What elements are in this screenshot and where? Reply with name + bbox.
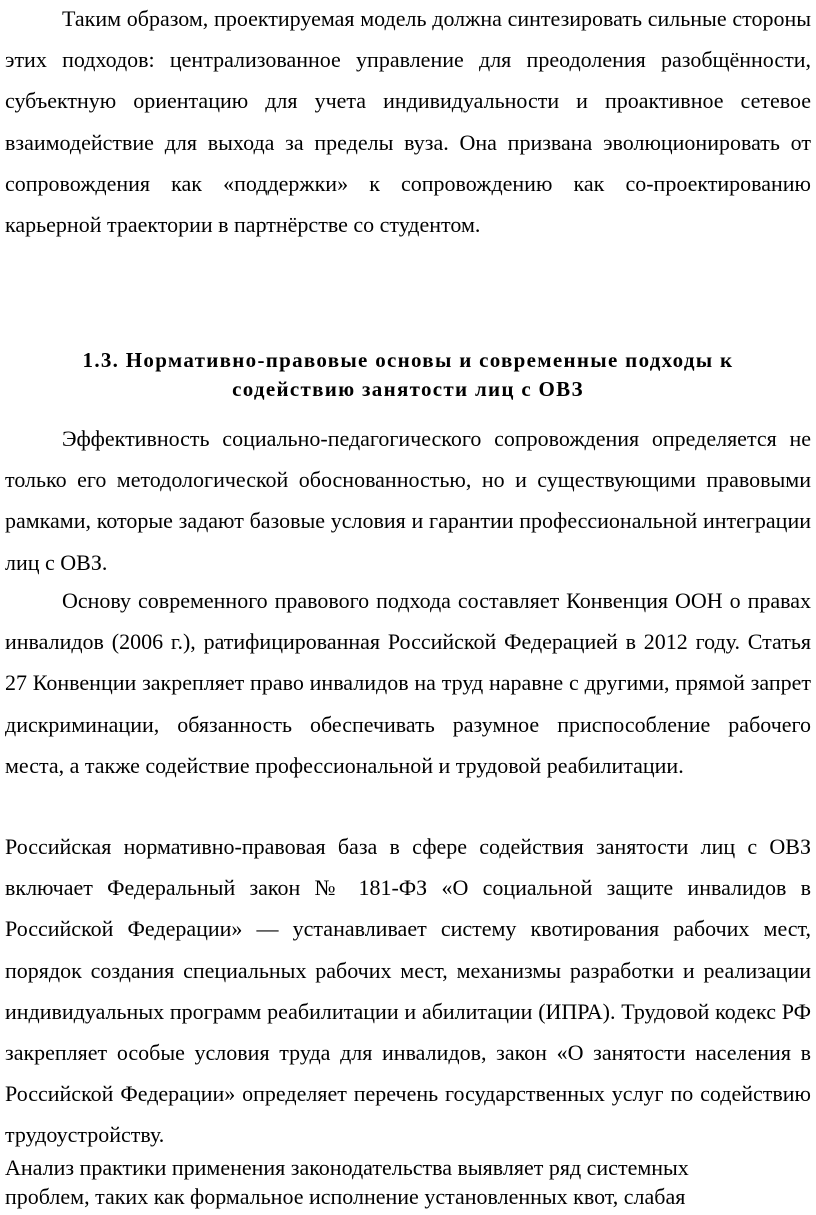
paragraph-effectiveness: Эффективность социально-педагогического сопровождения определяется не только его методологической обоснованностью, но и существующими правовыми рамками, которые задают базовые условия и гарантии профессиональной интеграции лиц с ОВЗ. (5, 426, 811, 575)
paragraph-practice-analysis (5, 1154, 811, 1211)
section-heading-line-1: 1.3. Нормативно-правовые основы и современные подходы к (82, 348, 734, 372)
paragraph-un-convention: Основу современного правового подхода составляет Конвенция ООН о правах инвалидов (2006 г.), ратифицированная Российской Федерацией в 2012 году. Статья 27 Конвенции закрепляет право инвалидов на труд наравне с другими, прямой запрет дискриминации, обязанность обеспечивать разумное приспособление рабочего места, а также содействие профессиональной и трудовой реабилитации. (5, 588, 811, 778)
section-heading-line-2: содействию занятости лиц с ОВЗ (232, 377, 584, 401)
paragraph-russian-legislation: Российская нормативно-правовая база в сфере содействия занятости лиц с ОВЗ включает Федеральный закон № 181-ФЗ «О социальной защите инвалидов в Российской Федерации» — устанавливает систему квотирования рабочих мест, порядок создания специальных рабочих мест, механизмы разработки и реализации индивидуальных программ реабилитации и абилитации (ИПРА). Трудовой кодекс РФ закрепляет особые условия труда для инвалидов, закон «О занятости населения в Российской Федерации» определяет перечень государственных услуг по содействию трудоустройству. (5, 834, 811, 1148)
intro-paragraph: Таким образом, проектируемая модель должна синтезировать сильные стороны этих подходов: централизованное управление для преодоления разобщённости, субъектную ориентацию для учета индивидуальности и проактивное сетевое взаимодействие для выхода за пределы вуза. Она призвана эволюционировать от сопровождения как «поддержки» к сопровождению как со-проектированию карьерной траектории в партнёрстве со студентом. (5, 6, 811, 238)
paragraph-practice-analysis-line-2: проблем, таких как формальное исполнение установленных квот, слабая (5, 1183, 686, 1209)
paragraph-practice-analysis-line-1: Анализ практики применения законодательства выявляет ряд системных (5, 1155, 689, 1180)
